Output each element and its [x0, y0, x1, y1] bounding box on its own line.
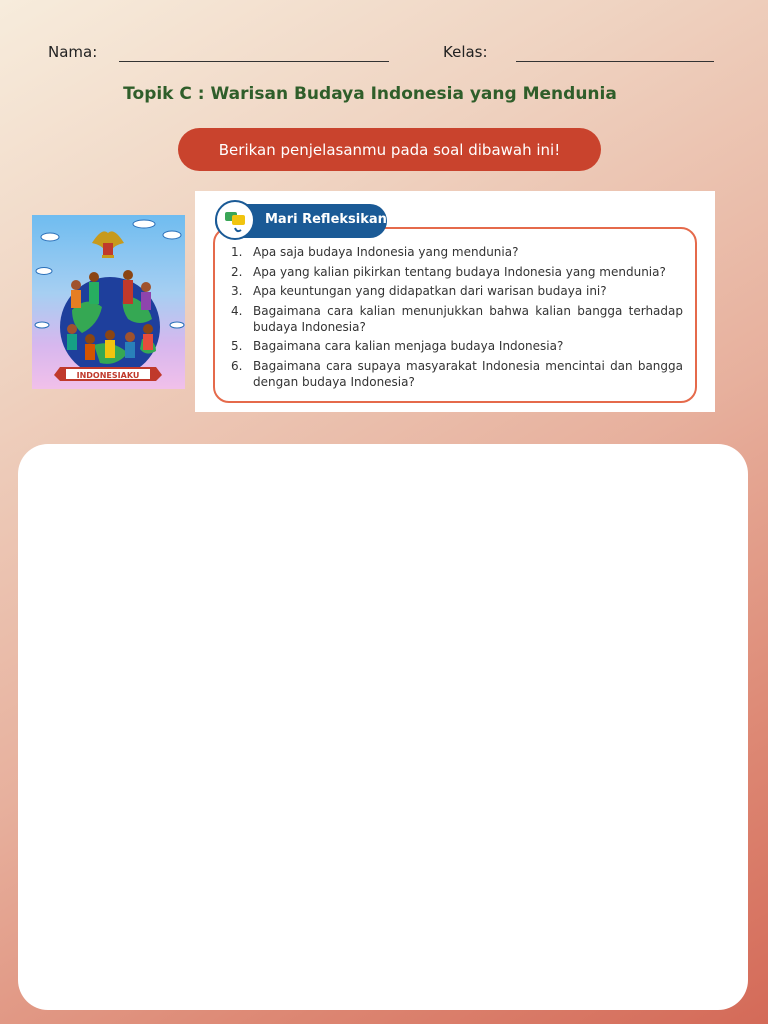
chat-bubbles-icon [215, 200, 255, 240]
nama-field[interactable] [119, 61, 389, 62]
instruction-text: Berikan penjelasanmu pada soal dibawah ini! [218, 140, 561, 159]
illustration-banner-text: INDONESIAKU [76, 371, 140, 380]
answer-area[interactable] [18, 444, 748, 1010]
question-item [231, 244, 683, 260]
question-number: 2. [231, 264, 243, 279]
question-item [231, 338, 683, 354]
page-title: Topik C : Warisan Budaya Indonesia yang Mendunia [123, 84, 617, 104]
kelas-label: Kelas: [443, 43, 488, 61]
question-text: Apa saja budaya Indonesia yang mendunia? [253, 245, 519, 259]
question-text: Bagaimana cara kalian menjaga budaya Indonesia? [253, 339, 564, 353]
reflection-heading-text: Mari Refleksikan [265, 212, 387, 227]
question-number: 6. [231, 358, 243, 373]
question-text: Bagaimana cara kalian menunjukkan bahwa kalian bangga terhadap budaya Indonesia? [253, 303, 683, 334]
question-item [231, 264, 683, 280]
question-number: 5. [231, 339, 243, 353]
question-list [231, 244, 683, 393]
reflection-heading [215, 204, 387, 238]
question-text: Bagaimana cara supaya masyarakat Indonesia mencintai dan bangga dengan budaya Indonesia? [253, 358, 683, 389]
culture-illustration [32, 215, 185, 389]
culture-illustration-graphic [32, 215, 185, 389]
question-number: 1. [231, 245, 243, 259]
question-item [231, 358, 683, 390]
nama-label: Nama: [48, 43, 98, 61]
kelas-field[interactable] [516, 61, 714, 62]
question-number: 4. [231, 303, 243, 318]
question-item [231, 303, 683, 335]
question-number: 3. [231, 284, 243, 298]
question-text: Apa keuntungan yang didapatkan dari warisan budaya ini? [253, 284, 607, 298]
question-text: Apa yang kalian pikirkan tentang budaya Indonesia yang mendunia? [253, 264, 666, 279]
instruction-banner [178, 128, 601, 171]
reflection-card [195, 191, 715, 412]
question-item [231, 283, 683, 299]
